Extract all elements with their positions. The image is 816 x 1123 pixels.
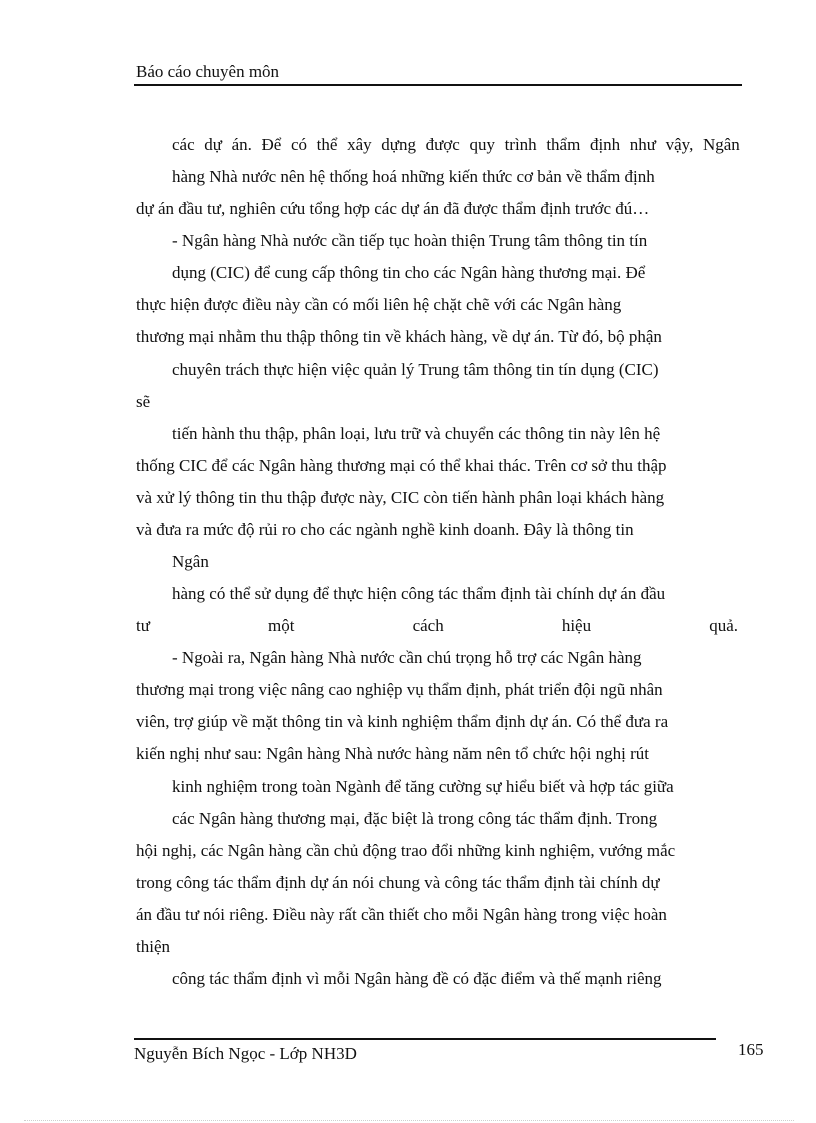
word: vậy, [665,135,694,154]
text-line: - Ngân hàng Nhà nước cần tiếp tục hoàn thiện Trung tâm thông tin tín [172,231,648,250]
word: Ngân [702,135,740,154]
word: tư [136,616,150,635]
text-line: các Ngân hàng thương mại, đặc biệt là trong công tác thẩm định. Trong [172,809,658,828]
word: Để [261,135,282,154]
word: dự [204,135,222,154]
word: định [589,135,621,154]
text-line: - Ngoài ra, Ngân hàng Nhà nước cần chú trọng hỗ trợ các Ngân hàng [172,648,642,667]
word: quy [469,135,495,154]
footer-rule [134,1038,716,1040]
text-line: thiện [136,937,170,956]
word: trình [504,135,537,154]
text-line: thống CIC để các Ngân hàng thương mại có thể khai thác. Trên cơ sở thu thập [136,456,667,475]
text-line: thương mại nhằm thu thập thông tin về khách hàng, về dự án. Từ đó, bộ phận [136,327,662,346]
text-line: tiến hành thu thập, phân loại, lưu trữ và chuyển các thông tin này lên hệ [172,424,661,443]
word: các [172,135,195,154]
word: thẩm [546,135,581,154]
word: một [268,616,295,635]
text-line: viên, trợ giúp về mặt thông tin và kinh nghiệm thẩm định dự án. Có thể đưa ra [136,712,669,731]
word: xây [347,135,372,154]
text-line: án đầu tư nói riêng. Điều này rất cần thiết cho mỗi Ngân hàng trong việc hoàn [136,905,667,924]
word: có [290,135,308,154]
page-number: 165 [738,1040,764,1059]
text-line: thương mại trong việc nâng cao nghiệp vụ thẩm định, phát triển đội ngũ nhân [136,680,663,699]
text-line: dụng (CIC) để cung cấp thông tin cho các Ngân hàng thương mại. Để [172,263,646,282]
page-edge-dotted-border [24,1120,794,1121]
text-line: và xử lý thông tin thu thập được này, CIC còn tiến hành phân loại khách hàng [136,488,665,507]
text-line: công tác thẩm định vì mỗi Ngân hàng đề có đặc điểm và thế mạnh riêng [172,969,662,988]
word: cách [412,616,444,635]
text-line: dự án đầu tư, nghiên cứu tổng hợp các dự án đã được thẩm định trước đú… [136,199,650,218]
text-line: Ngân [172,552,209,571]
word: án. [231,135,252,154]
text-line: hàng Nhà nước nên hệ thống hoá những kiến thức cơ bản về thẩm định [172,167,655,186]
word: quả. [709,616,738,635]
text-line: kiến nghị như sau: Ngân hàng Nhà nước hàng năm nên tổ chức hội nghị rút [136,744,649,763]
word: được [425,135,460,154]
word: hiệu [561,616,592,635]
text-line: trong công tác thẩm định dự án nói chung và công tác thẩm định tài chính dự [136,873,660,892]
text-line: chuyên trách thực hiện việc quản lý Trung tâm thông tin tín dụng (CIC) [172,360,659,379]
text-line: hội nghị, các Ngân hàng cần chủ động trao đổi những kinh nghiệm, vướng mắc [136,841,676,860]
text-line: hàng có thể sử dụng để thực hiện công tác thẩm định tài chính dự án đầu [172,584,666,603]
footer-author: Nguyễn Bích Ngọc - Lớp NH3D [134,1044,357,1063]
text-line: kinh nghiệm trong toàn Ngành để tăng cường sự hiểu biết và hợp tác giữa [172,777,674,796]
text-line: sẽ [136,392,151,411]
word: như [629,135,657,154]
word: dựng [381,135,416,154]
header-rule [134,84,742,86]
text-line [172,135,740,155]
word: thể [316,135,338,154]
header-title: Báo cáo chuyên môn [136,62,280,81]
text-line: và đưa ra mức độ rủi ro cho các ngành nghề kinh doanh. Đây là thông tin [136,520,634,539]
text-line-spread [136,616,738,636]
text-line: thực hiện được điều này cần có mối liên hệ chặt chẽ với các Ngân hàng [136,295,622,314]
